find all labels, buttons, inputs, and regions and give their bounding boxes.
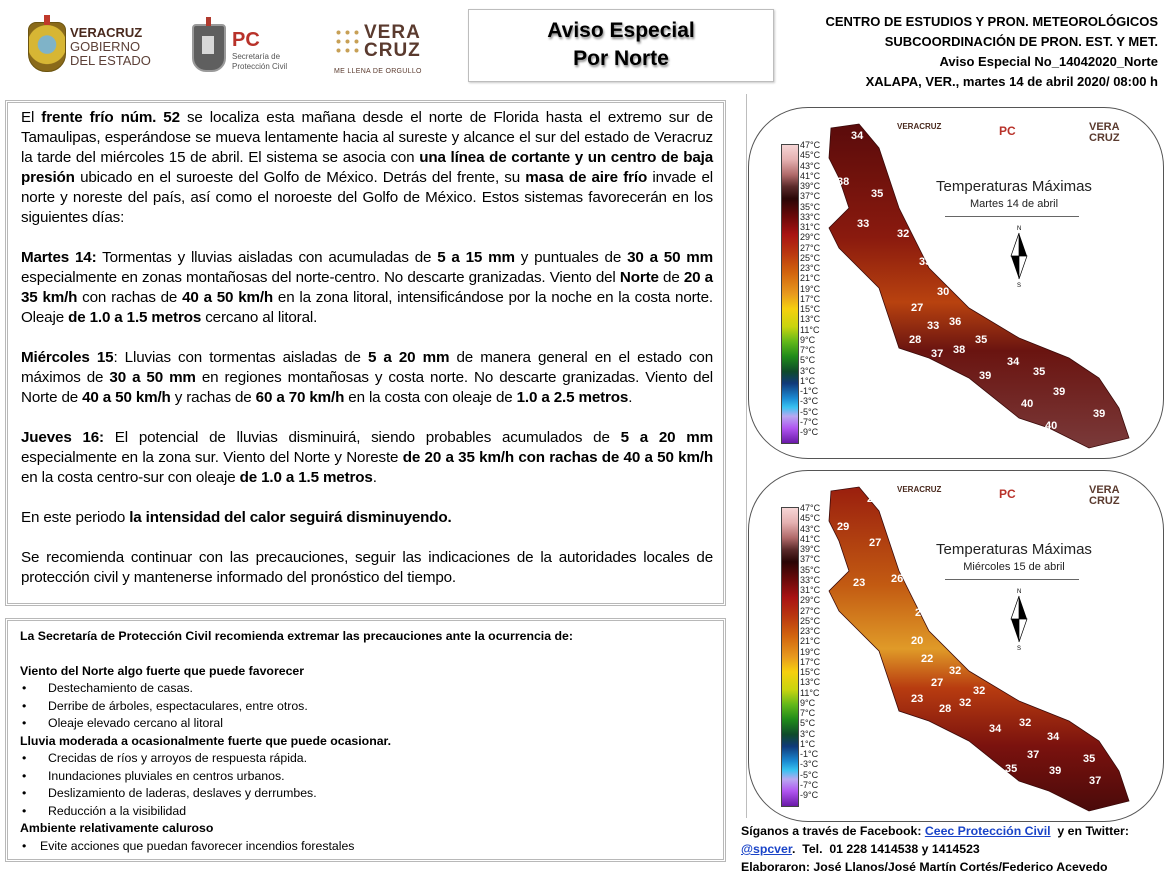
text-bold: 5 a 15 mm [437, 249, 515, 266]
pattern-icon [334, 28, 360, 54]
legend-tick: 5°C [800, 355, 816, 366]
text-bold: 30 a 50 mm [627, 249, 713, 266]
legend-tick: 27°C [800, 605, 821, 616]
legend-tick: -7°C [800, 779, 819, 790]
text: se localiza esta mañana desde el norte de Florida hasta el extremo sur de Tamaulipas, esperándose se mueva lentamente hacia al sureste y alcance el sur del estado de Veracruz la tarde del miércoles 15 de abril. El sistema se asocia con [21, 109, 714, 166]
temp-label: 40 [1021, 398, 1034, 410]
precautions-panel [5, 618, 726, 862]
legend-tick: 15°C [800, 304, 821, 314]
list-item: • Deslizamiento de laderas, deslaves y derrumbes. [20, 785, 713, 803]
text: en la costa centro-sur con oleaje [21, 469, 240, 486]
legend-tick: 23°C [800, 626, 821, 636]
precaution-list [20, 680, 713, 733]
legend-tick: 7°C [800, 345, 816, 355]
temp-label: 34 [851, 130, 864, 142]
text-bold: masa de aire frío [525, 169, 648, 186]
temp-label: 22 [921, 653, 934, 665]
temperature-color-legend [781, 507, 799, 807]
text-bold: de 20 a 35 km/h con rachas de 40 a 50 km/h [402, 449, 713, 466]
svg-text:S: S [1017, 646, 1022, 651]
legend-tick: 47°C [800, 503, 821, 513]
logo-tagline: ME LLENA DE ORGULLO [334, 68, 422, 75]
contact-footer [741, 822, 1129, 876]
temp-label: 32 [897, 228, 910, 240]
text: y rachas de [170, 389, 256, 406]
list-item: • Reducción a la visibilidad [20, 803, 713, 821]
temp-label: 37 [1089, 775, 1102, 787]
legend-tick: 39°C [800, 181, 821, 191]
text: de [658, 269, 684, 286]
legend-tick: 1°C [800, 375, 816, 386]
legend-tick: 13°C [800, 314, 821, 325]
legend-tick: 1°C [800, 738, 816, 749]
legend-tick: -5°C [800, 769, 819, 780]
recommendation-note: Se recomienda continuar con las precauciones, seguir las indicaciones de la autoridades locales de protección civil y mantenerse informado del pronóstico del tiempo. [21, 549, 713, 586]
text-bold: Norte [619, 269, 659, 286]
logo-text: DEL ESTADO [70, 53, 151, 68]
map-title: Temperaturas Máximas [936, 541, 1092, 558]
logo-text: PC [999, 487, 1016, 501]
text: y en Twitter: [1050, 824, 1129, 838]
precaution-list [20, 750, 713, 820]
day-label: Miércoles 15 [21, 349, 114, 366]
temp-label: 27 [869, 537, 882, 549]
legend-tick: 37°C [800, 191, 821, 202]
temp-label: 32 [1019, 717, 1032, 729]
text: especialmente en zonas montañosas del norte-centro. No descarte granizadas. Viento del [21, 269, 620, 286]
temp-label: 26 [915, 607, 928, 619]
temperature-map-miercoles [748, 470, 1164, 822]
veracruz-state-map [819, 118, 1159, 458]
legend-tick: 19°C [800, 646, 821, 657]
temp-label: 34 [1007, 356, 1020, 368]
temp-label: 33 [927, 320, 940, 332]
temp-label: 23 [853, 577, 866, 589]
legend-tick: 29°C [800, 232, 821, 243]
text: de manera general en el estado con máximos de [21, 349, 714, 386]
text: y puntuales de [514, 249, 628, 266]
temp-label: 39 [1093, 408, 1106, 420]
temp-label: 37 [1027, 749, 1040, 761]
temp-label: 35 [1083, 753, 1096, 765]
legend-ticks [800, 503, 820, 800]
temp-label: 34 [1047, 731, 1060, 743]
issue-date: XALAPA, VER., martes 14 de abril 2020/ 08:00 h [865, 74, 1158, 89]
text-bold: 60 a 70 km/h [255, 389, 345, 406]
title-line-2: Por Norte [573, 47, 669, 70]
temp-label: 32 [973, 685, 986, 697]
legend-tick: -9°C [800, 427, 819, 437]
issuer-line: CENTRO DE ESTUDIOS Y PRON. METEOROLÓGICOS [825, 14, 1158, 29]
logo-text: VERACRUZ [70, 25, 143, 40]
proteccion-civil-logo [188, 20, 308, 80]
temp-label: 35 [1033, 366, 1046, 378]
legend-tick: 3°C [800, 365, 816, 376]
text-bold: una línea de cortante y un centro de baja presión [21, 149, 714, 186]
text: El potencial de lluvias disminuirá, siendo probables acumulados de [103, 429, 621, 446]
legend-tick: 43°C [800, 160, 821, 171]
list-item: • Oleaje elevado cercano al litoral [20, 715, 713, 733]
logo-text: GOBIERNO [70, 39, 141, 54]
temp-label: 34 [989, 723, 1002, 735]
temp-label: 28 [909, 334, 922, 346]
list-item: • Destechamiento de casas. [20, 680, 713, 698]
legend-tick: 27°C [800, 242, 821, 253]
legend-tick: 33°C [800, 211, 821, 222]
text-bold: 5 a 20 mm [367, 349, 450, 366]
logo-text: Secretaría de Protección Civil [232, 52, 288, 71]
legend-tick: 37°C [800, 554, 821, 565]
temperature-color-legend [781, 144, 799, 444]
legend-ticks [800, 140, 820, 437]
text-bold: 5 a 20 mm [620, 429, 713, 446]
legend-tick: -1°C [800, 386, 819, 396]
legend-tick: 17°C [800, 656, 821, 667]
temp-label: 30 [937, 286, 950, 298]
legend-tick: 33°C [800, 574, 821, 585]
title-underline [945, 579, 1079, 580]
precaution-list [20, 838, 713, 856]
title-line-1: Aviso Especial [547, 19, 695, 42]
temp-label: 28 [867, 493, 880, 505]
temp-label: 38 [837, 176, 850, 188]
legend-tick: 3°C [800, 728, 816, 739]
text-bold: la intensidad del calor seguirá disminuyendo. [129, 509, 452, 526]
text-bold: 40 a 50 km/h [82, 389, 171, 406]
legend-tick: 23°C [800, 263, 821, 273]
text: ubicado en el suroeste del Golfo de México. Detrás del frente, su [74, 169, 526, 186]
precautions-intro: La Secretaría de Protección Civil recomienda extremar las precauciones ante la ocurrencia de: [20, 629, 573, 643]
legend-tick: 35°C [800, 564, 821, 575]
temp-label: 35 [871, 188, 884, 200]
legend-tick: 43°C [800, 523, 821, 534]
text: cercano al litoral. [201, 309, 318, 326]
legend-tick: -3°C [800, 396, 819, 407]
temp-label: 36 [949, 316, 962, 328]
veracruz-state-map [819, 481, 1159, 821]
temp-label: 29 [837, 521, 850, 533]
text: con rachas de [77, 289, 183, 306]
header-logos [20, 14, 440, 84]
text: Tormentas y lluvias aisladas con acumuladas de [96, 249, 438, 266]
logo-text: VERA CRUZ [1089, 121, 1120, 144]
map-subtitle: Miércoles 15 de abril [963, 561, 1065, 573]
temp-label: 28 [939, 703, 952, 715]
temp-label: 39 [1053, 386, 1066, 398]
bulletin-number: Aviso Especial No_14042020_Norte [939, 54, 1158, 69]
temp-label: 26 [891, 573, 904, 585]
north-arrow-icon [1007, 587, 1031, 651]
text: en la zona litoral, intensificándose por la noche en la costa norte. Oleaje [21, 289, 713, 326]
temp-label: 32 [959, 697, 972, 709]
map-title: Temperaturas Máximas [936, 178, 1092, 195]
legend-tick: 39°C [800, 544, 821, 554]
forecast-martes [21, 248, 713, 328]
text-bold: 1.0 a 2.5 metros [516, 389, 629, 406]
legend-tick: 45°C [800, 513, 821, 524]
text-bold: de 1.0 a 1.5 metros [239, 469, 373, 486]
legend-tick: 11°C [800, 687, 820, 698]
text-bold: 40 a 50 km/h [182, 289, 274, 306]
list-item: • Inundaciones pluviales en centros urbanos. [20, 768, 713, 786]
legend-tick: -1°C [800, 749, 819, 759]
legend-tick: 31°C [800, 585, 821, 595]
text-bold: 20 a 35 km/h [21, 269, 713, 306]
legend-tick: 5°C [800, 718, 816, 729]
legend-tick: 7°C [800, 708, 816, 718]
logo-text: VERA CRUZ [1089, 484, 1120, 507]
temp-label: 33 [857, 218, 870, 230]
authors: Elaboraron: José Llanos/José Martín Cortés/Federico Acevedo [741, 860, 1108, 874]
list-item: • Derribe de árboles, espectaculares, entre otros. [20, 698, 713, 716]
temp-label: 38 [953, 344, 966, 356]
bulletin-title-box [468, 9, 774, 82]
veracruz-brand-logo [332, 20, 442, 86]
legend-tick: 21°C [800, 636, 821, 647]
legend-tick: 9°C [800, 697, 816, 708]
text: . [628, 389, 633, 406]
legend-tick: -3°C [800, 759, 819, 770]
twitter-link[interactable]: @spcver [741, 842, 792, 856]
section-title: Viento del Norte algo fuerte que puede favorecer [20, 663, 305, 678]
temp-label: 33 [919, 256, 932, 268]
text: Síganos a través de Facebook: [741, 824, 925, 838]
temp-label: 35 [975, 334, 988, 346]
synopsis-paragraph [21, 108, 713, 228]
legend-tick: 11°C [800, 324, 820, 335]
temp-label: 39 [979, 370, 992, 382]
legend-tick: 25°C [800, 252, 821, 263]
text-bold: de 1.0 a 1.5 metros [68, 309, 202, 326]
pc-shield-icon [192, 24, 226, 72]
text-bold: 30 a 50 mm [109, 369, 196, 386]
logo-text: VERA CRUZ [364, 22, 421, 61]
temp-label: 32 [949, 665, 962, 677]
map-logos [889, 120, 1159, 160]
legend-tick: -5°C [800, 406, 819, 417]
section-title: Ambiente relativamente caluroso [20, 821, 214, 835]
list-item: • Evite acciones que puedan favorecer incendios forestales [20, 838, 713, 856]
logo-text: VERACRUZ [897, 485, 942, 494]
text: en la costa con oleaje de [344, 389, 517, 406]
legend-tick: 31°C [800, 222, 821, 232]
forecast-jueves [21, 428, 713, 488]
legend-tick: 35°C [800, 201, 821, 212]
logo-text: VERACRUZ [897, 122, 942, 131]
legend-tick: 25°C [800, 615, 821, 626]
heat-note [21, 508, 713, 528]
north-arrow-icon [1007, 224, 1031, 288]
legend-tick: -9°C [800, 790, 819, 800]
coat-of-arms-icon [28, 22, 66, 72]
text: . [372, 469, 377, 486]
map-subtitle: Martes 14 de abril [969, 198, 1059, 210]
temp-label: 37 [931, 348, 944, 360]
text: En este periodo [21, 509, 130, 526]
temp-label: 20 [911, 635, 924, 647]
text: especialmente en la zona sur. Viento del Norte y Noreste [21, 449, 403, 466]
list-item: • Crecidas de ríos y arroyos de respuesta rápida. [20, 750, 713, 768]
temp-label: 23 [911, 693, 924, 705]
temp-label: 27 [931, 677, 944, 689]
legend-tick: 15°C [800, 667, 821, 677]
legend-tick: 45°C [800, 150, 821, 161]
legend-tick: 19°C [800, 283, 821, 294]
legend-tick: 29°C [800, 595, 821, 606]
legend-tick: 9°C [800, 334, 816, 345]
gobierno-veracruz-logo [28, 18, 158, 78]
legend-tick: 21°C [800, 273, 821, 284]
temp-label: 25 [939, 631, 952, 643]
legend-tick: 13°C [800, 677, 821, 688]
svg-text:S: S [1017, 283, 1022, 288]
logo-text: PC [999, 124, 1016, 138]
title-underline [945, 216, 1079, 217]
svg-text:N: N [1017, 589, 1022, 595]
legend-tick: 47°C [800, 140, 821, 150]
text: : Lluvias con tormentas aisladas de [113, 349, 368, 366]
logo-text: PC [232, 29, 260, 51]
svg-text:N: N [1017, 226, 1022, 232]
temp-label: 40 [1045, 420, 1058, 432]
text: invade el norte y noreste del país, así como el noroeste del Golfo de México. Estos sistemas favorecerán en los siguientes días: [21, 169, 713, 226]
facebook-link[interactable]: Ceec Protección Civil [924, 824, 1051, 838]
text: en regiones montañosas y costa norte. No descarte granizadas. Viento del Norte de [21, 369, 713, 406]
temp-label: 27 [911, 302, 924, 314]
column-divider [746, 94, 747, 818]
temp-label: 39 [1049, 765, 1062, 777]
forecast-panel [5, 100, 726, 606]
issuer-info [825, 12, 1158, 92]
day-label: Martes 14: [21, 249, 97, 266]
forecast-miercoles [21, 348, 713, 408]
map-logos [889, 483, 1159, 523]
legend-tick: 41°C [800, 170, 821, 181]
legend-tick: 17°C [800, 293, 821, 304]
temp-label: 35 [1005, 763, 1018, 775]
day-label: Jueves 16: [21, 429, 104, 446]
legend-tick: -7°C [800, 416, 819, 427]
text: El [21, 109, 42, 126]
text-bold: frente frío núm. 52 [41, 109, 180, 126]
legend-tick: 41°C [800, 533, 821, 544]
phone-numbers: . Tel. 01 228 1414538 y 1414523 [791, 842, 980, 856]
issuer-line: SUBCOORDINACIÓN DE PRON. EST. Y MET. [884, 34, 1158, 49]
section-title: Lluvia moderada a ocasionalmente fuerte que puede ocasionar. [20, 733, 392, 748]
temperature-map-martes [748, 107, 1164, 459]
